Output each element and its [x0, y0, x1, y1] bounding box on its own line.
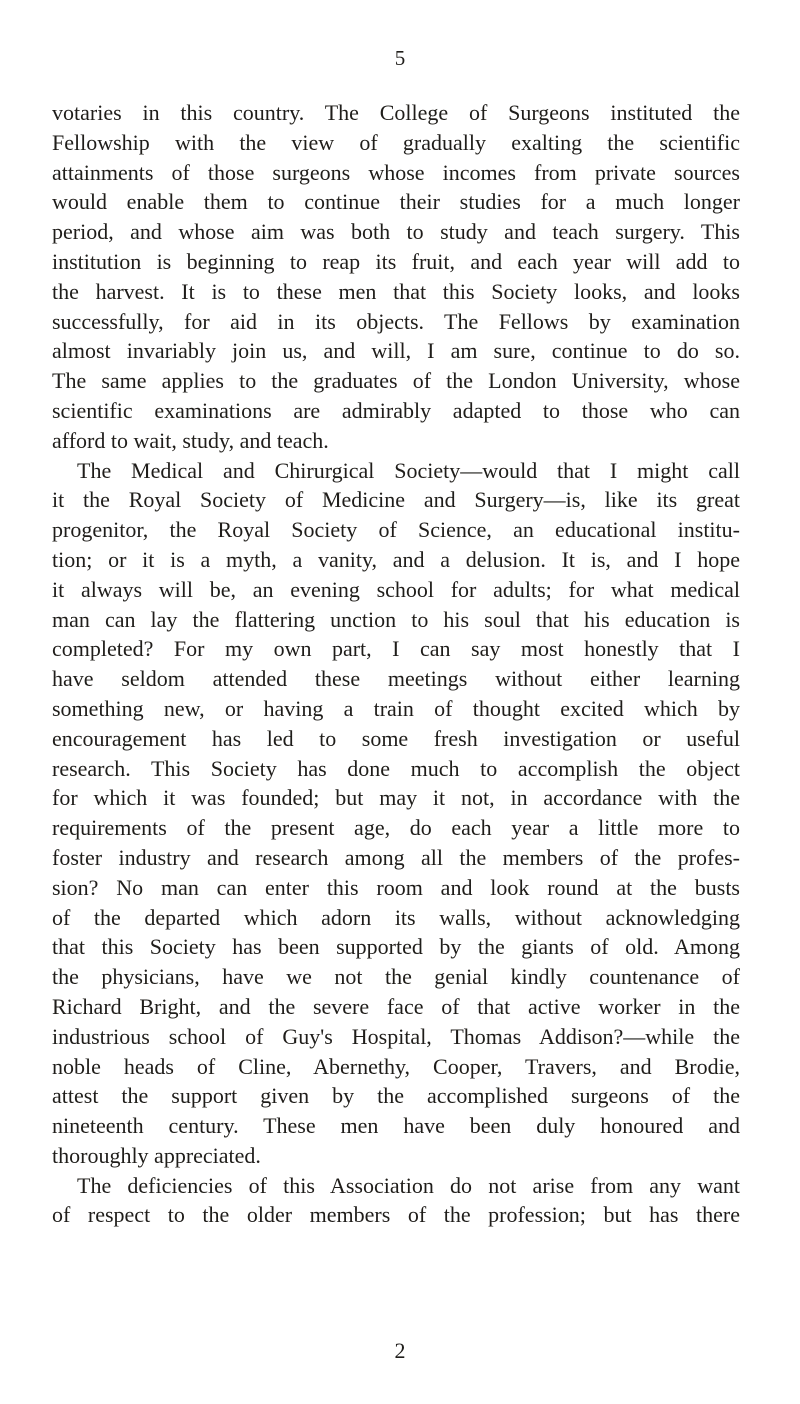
text-line: Richard Bright, and the severe face of that active worker in the: [52, 993, 740, 1019]
text-line: have seldom attended these meetings without either learning: [52, 666, 740, 692]
text-line: progenitor, the Royal Society of Science, an educational institu-: [52, 517, 740, 543]
text-line: of the departed which adorn its walls, without acknowledging: [52, 904, 740, 930]
text-line: would enable them to continue their studies for a much longer: [52, 189, 740, 215]
text-line: it always will be, an evening school for adults; for what medical: [52, 576, 740, 602]
text-line: attest the support given by the accomplished surgeons of the: [52, 1083, 740, 1109]
text-line: requirements of the present age, do each year a little more to: [52, 815, 740, 841]
body-text: [52, 98, 740, 1230]
text-line: industrious school of Guy's Hospital, Thomas Addison?—while the: [52, 1023, 740, 1049]
text-line: Fellowship with the view of gradually exalting the scientific: [52, 129, 740, 155]
text-line: votaries in this country. The College of Surgeons instituted the: [52, 100, 740, 125]
text-line: the physicians, have we not the genial kindly countenance of: [52, 964, 740, 990]
text-line: noble heads of Cline, Abernethy, Cooper, Travers, and Brodie,: [52, 1053, 740, 1079]
paragraph-start-line: The Medical and Chirurgical Society—would that I might call: [77, 457, 740, 483]
text-line: of respect to the older members of the profession; but has there: [52, 1202, 740, 1228]
text-line: attainments of those surgeons whose incomes from private sources: [52, 159, 740, 185]
text-line: period, and whose aim was both to study and teach surgery. This: [52, 219, 740, 245]
text-line: thoroughly appreciated.: [52, 1142, 261, 1168]
text-line: completed? For my own part, I can say most honestly that I: [52, 636, 740, 662]
text-line: successfully, for aid in its objects. The Fellows by examination: [52, 308, 740, 334]
text-line: scientific examinations are admirably adapted to those who can: [52, 397, 740, 423]
text-line: research. This Society has done much to accomplish the object: [52, 755, 740, 781]
text-line: The same applies to the graduates of the London University, whose: [52, 368, 740, 394]
text-line: nineteenth century. These men have been duly honoured and: [52, 1113, 740, 1139]
text-line: tion; or it is a myth, a vanity, and a delusion. It is, and I hope: [52, 546, 740, 572]
text-line: something new, or having a train of thought excited which by: [52, 695, 740, 721]
text-line: for which it was founded; but may it not, in accordance with the: [52, 785, 740, 811]
text-line: almost invariably join us, and will, I am sure, continue to do so.: [52, 338, 740, 364]
text-line: it the Royal Society of Medicine and Surgery—is, like its great: [52, 487, 740, 513]
text-line: the harvest. It is to these men that this Society looks, and looks: [52, 278, 740, 304]
paragraph-start-line: The deficiencies of this Association do not arise from any want: [77, 1172, 740, 1198]
text-line: institution is beginning to reap its fruit, and each year will add to: [52, 248, 740, 274]
text-line: that this Society has been supported by the giants of old. Among: [52, 934, 740, 960]
text-line: encouragement has led to some fresh investigation or useful: [52, 725, 740, 751]
text-line: afford to wait, study, and teach.: [52, 427, 329, 453]
text-line: sion? No man can enter this room and look round at the busts: [52, 874, 740, 900]
text-line: foster industry and research among all the members of the profes-: [52, 844, 740, 870]
signature-mark: 2: [394, 1338, 406, 1363]
page-number: 5: [394, 46, 406, 70]
text-line: man can lay the flattering unction to his soul that his education is: [52, 606, 740, 632]
